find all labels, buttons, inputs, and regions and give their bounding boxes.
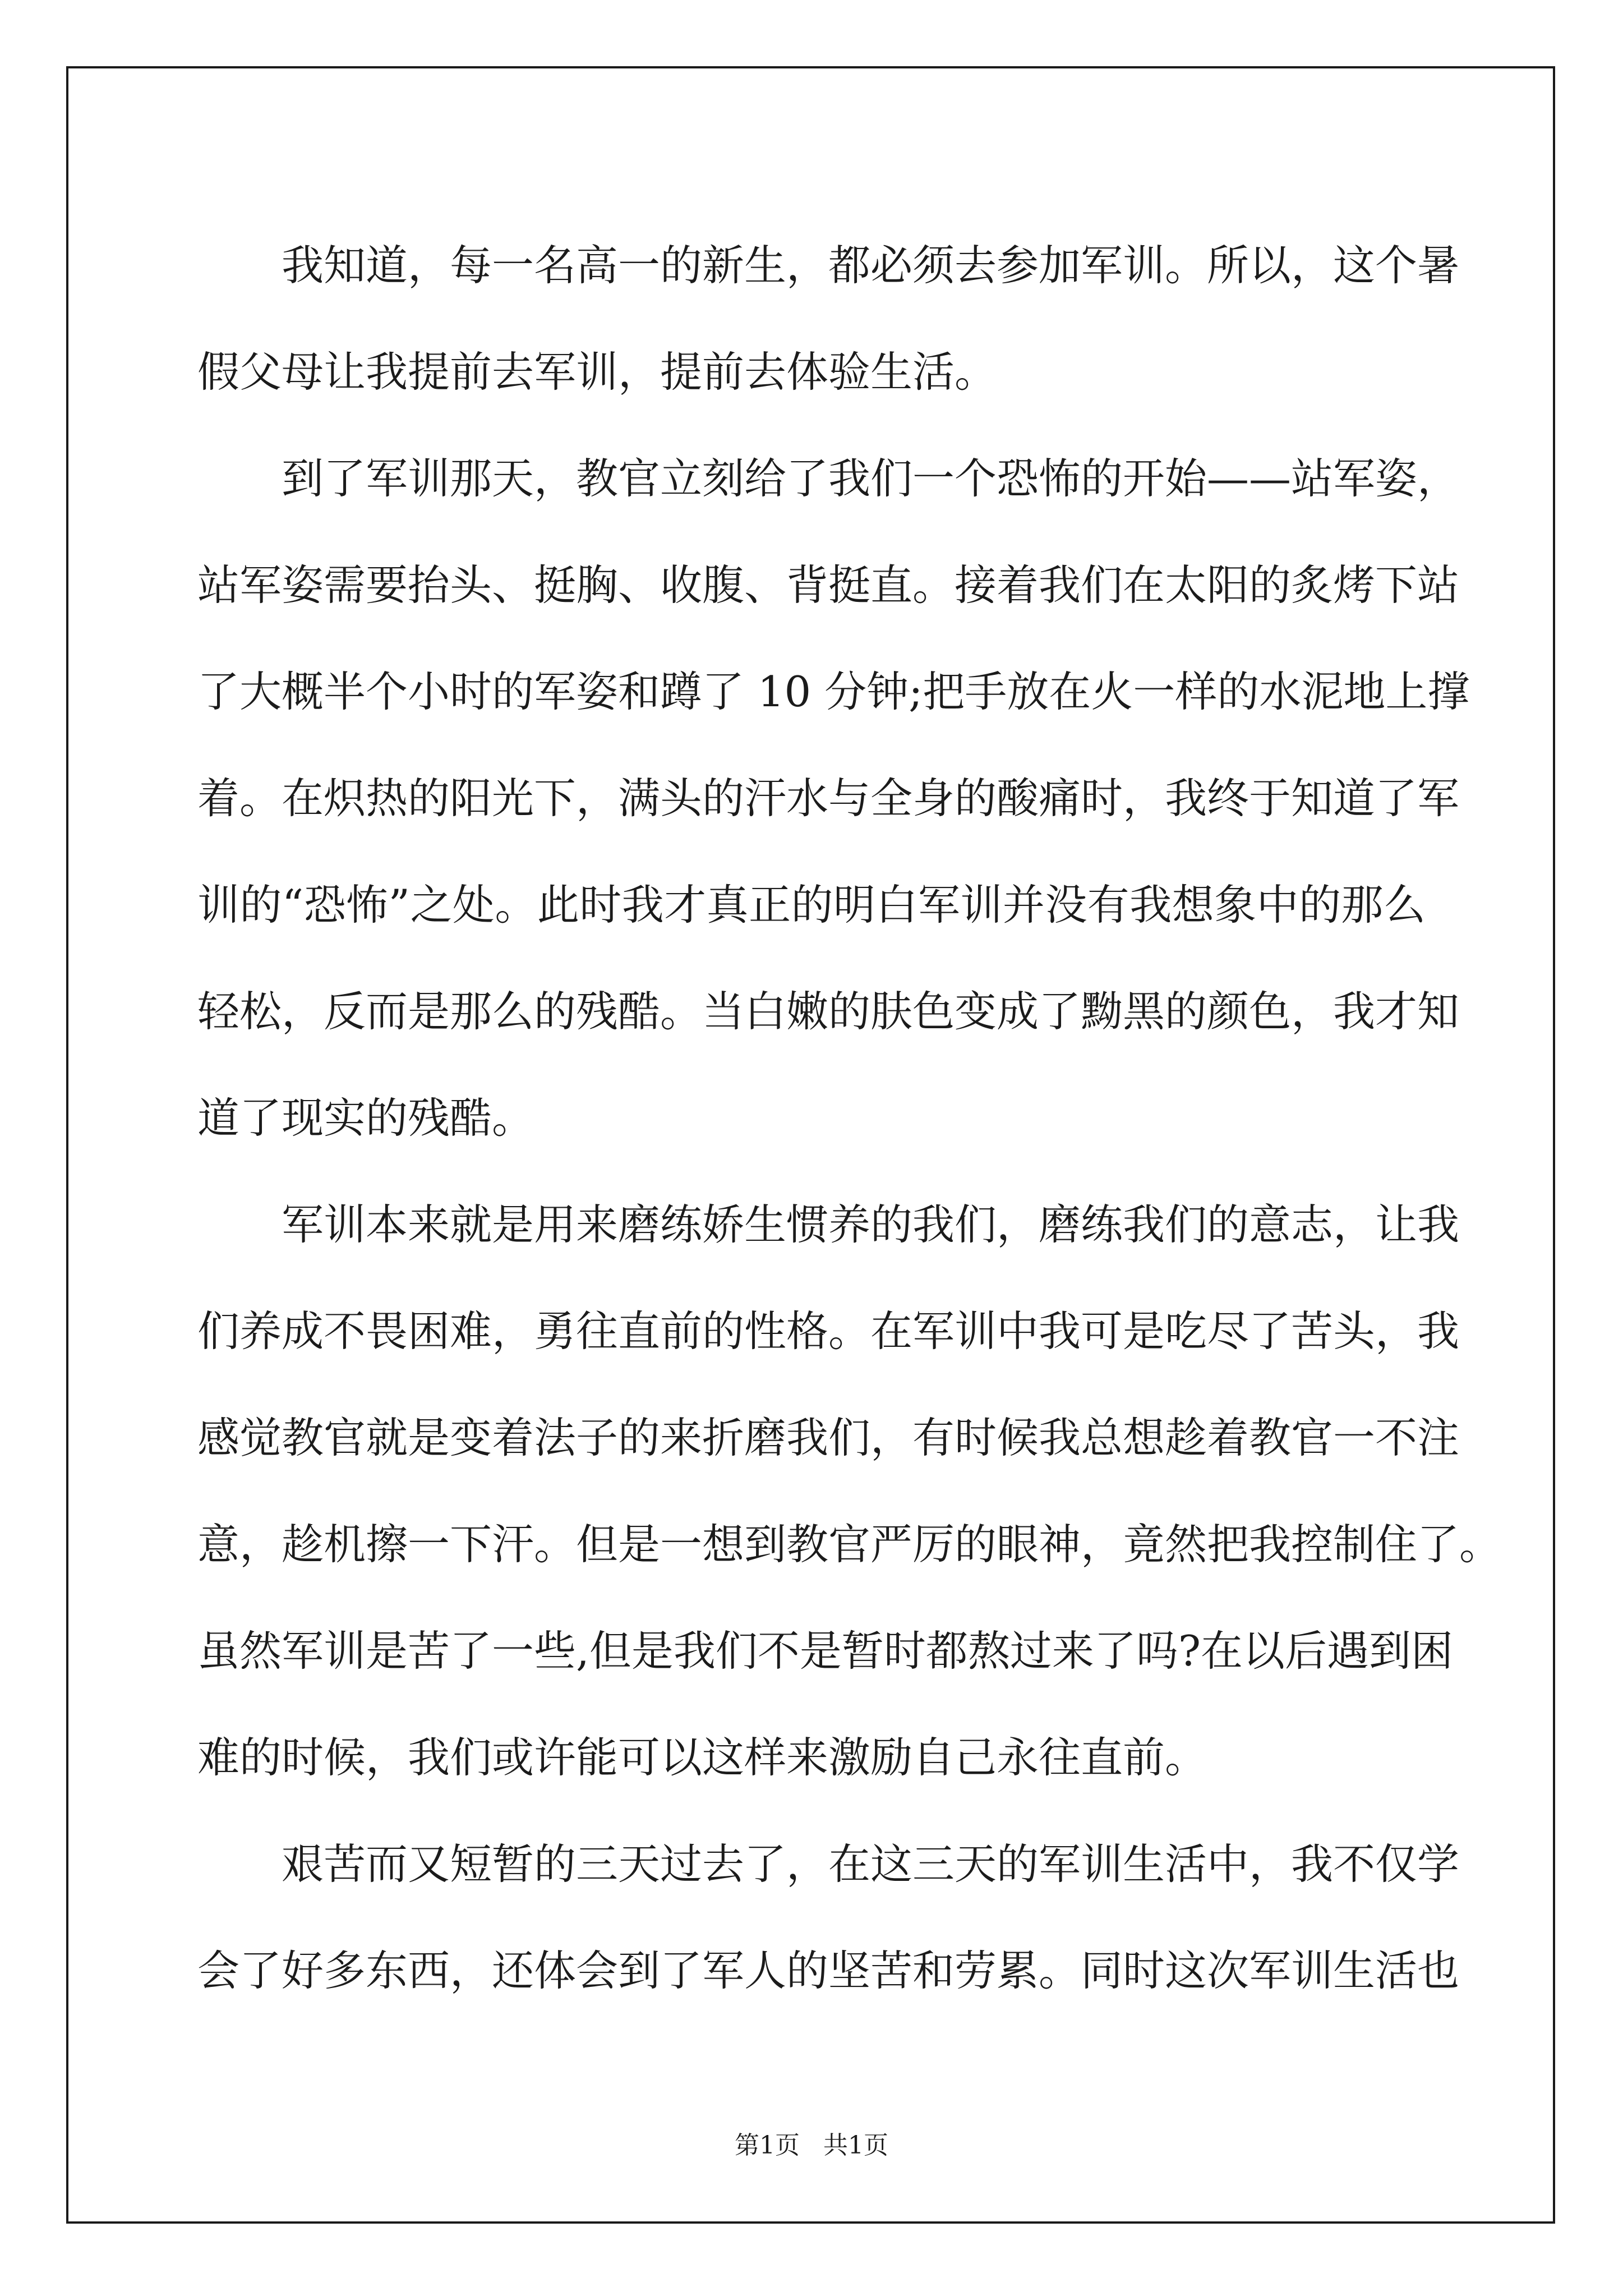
text-line: 训的“恐怖”之处。此时我才真正的明白军训并没有我想象中的那么 xyxy=(197,880,1426,930)
text-line: 了大概半个小时的军姿和蹲了 10 分钟;把手放在火一样的水泥地上撑 xyxy=(197,667,1470,716)
text-line: 军训本来就是用来磨练娇生惯养的我们，磨练我们的意志，让我 xyxy=(282,1200,1460,1249)
text-line: 感觉教官就是变着法子的来折磨我们，有时候我总想趁着教官一不注 xyxy=(197,1413,1460,1462)
document-body xyxy=(197,212,1502,2024)
text-line: 意，趁机擦一下汗。但是一想到教官严厉的眼神，竟然把我控制住了。 xyxy=(197,1520,1502,1569)
text-line: 虽然军训是苦了一些,但是我们不是暂时都熬过来了吗?在以后遇到困 xyxy=(197,1626,1454,1676)
text-line: 会了好多东西，还体会到了军人的坚苦和劳累。同时这次军训生活也 xyxy=(197,1946,1460,1995)
text-line: 们养成不畏困难，勇往直前的性格。在军训中我可是吃尽了苦头，我 xyxy=(197,1306,1460,1356)
text-line: 我知道，每一名高一的新生，都必须去参加军训。所以，这个暑 xyxy=(282,241,1460,290)
text-line: 站军姿需要抬头、挺胸、收腹、背挺直。接着我们在太阳的炙烤下站 xyxy=(197,560,1460,610)
text-line: 道了现实的残酷。 xyxy=(197,1093,534,1143)
text-line: 难的时候，我们或许能可以这样来激励自己永往直前。 xyxy=(197,1733,1207,1782)
text-line: 轻松，反而是那么的残酷。当白嫩的肤色变成了黝黑的颜色，我才知 xyxy=(197,987,1460,1036)
text-line: 着。在炽热的阳光下，满头的汗水与全身的酸痛时，我终于知道了军 xyxy=(197,774,1460,823)
text-line: 艰苦而又短暂的三天过去了，在这三天的军训生活中，我不仅学 xyxy=(282,1839,1460,1889)
page-footer: 第1页 共1页 xyxy=(735,2131,888,2160)
text-line: 到了军训那天，教官立刻给了我们一个恐怖的开始——站军姿， xyxy=(282,454,1460,503)
text-line: 假父母让我提前去军训，提前去体验生活。 xyxy=(197,347,997,397)
